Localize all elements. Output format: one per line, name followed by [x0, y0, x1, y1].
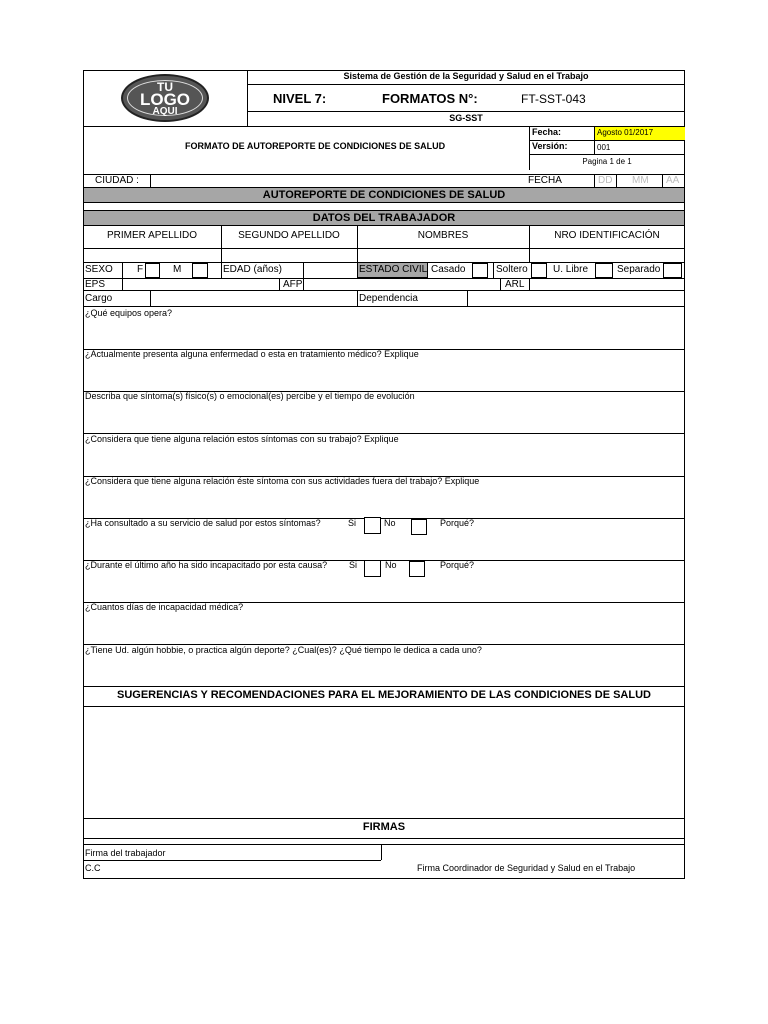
answer-consultado[interactable] [84, 536, 684, 559]
separado-label: Separado [617, 264, 661, 275]
row-divider [616, 174, 617, 187]
consultado-porque-label: Porqué? [440, 518, 475, 528]
segundo-apellido-input[interactable] [222, 249, 356, 261]
cc-label: C.C [85, 863, 101, 873]
fecha-value: Agosto 01/2017 [597, 128, 654, 137]
sexo-m-label: M [173, 264, 182, 275]
row-divider [662, 174, 663, 187]
formats-label: FORMATOS N°: [382, 91, 478, 106]
col-header-identificacion: NRO IDENTIFICACIÓN [554, 230, 660, 241]
answer-hobbie[interactable] [84, 658, 684, 685]
incapacitado-porque-label: Porqué? [440, 560, 475, 570]
row-divider [357, 290, 358, 306]
row-line [83, 838, 685, 839]
col-header-primer-apellido: PRIMER APELLIDO [106, 230, 198, 241]
section-header-autoreporte [83, 187, 685, 203]
firma-coordinador-field[interactable] [382, 845, 684, 859]
firma-trabajador-field[interactable] [84, 845, 380, 859]
incapacitado-no-label: No [385, 560, 397, 570]
afp-input[interactable] [304, 279, 499, 290]
row-divider [221, 262, 222, 278]
primer-apellido-input[interactable] [84, 249, 220, 261]
afp-label: AFP [283, 279, 303, 290]
row-line [83, 306, 685, 307]
consultado-si-label: Si [348, 518, 357, 528]
section-title: DATOS DEL TRABAJADOR [312, 212, 456, 224]
month-field[interactable]: MM [632, 175, 649, 186]
separado-checkbox[interactable] [663, 263, 682, 278]
row-divider [594, 174, 595, 187]
ciudad-label: CIUDAD : [95, 175, 139, 186]
sexo-label: SEXO [85, 264, 113, 275]
header-line [247, 111, 685, 112]
answer-relacion-trabajo[interactable] [84, 447, 684, 475]
version-value: 001 [597, 143, 611, 152]
row-line [83, 860, 381, 861]
arl-label: ARL [505, 279, 525, 290]
year-field[interactable]: AA [666, 175, 680, 186]
document-title: FORMATO DE AUTOREPORTE DE CONDICIONES DE SALUD [185, 141, 446, 151]
question-relacion-fuera: ¿Considera que tiene alguna relación éste síntoma con sus actividades fuera del trabajo? Explique [85, 476, 480, 486]
incapacitado-no-checkbox[interactable] [409, 561, 425, 577]
consultado-no-checkbox[interactable] [411, 519, 427, 535]
question-sintomas: Describa que síntoma(s) físico(s) o emocional(es) percibe y el tiempo de evolución [85, 391, 415, 401]
question-consultado: ¿Ha consultado a su servicio de salud por estos síntomas? [85, 518, 321, 528]
fecha-row-label: FECHA [528, 175, 562, 186]
format-code: FT-SST-043 [521, 92, 586, 106]
consultado-no-label: No [384, 518, 396, 528]
sugerencias-input[interactable] [84, 707, 684, 817]
nombres-input[interactable] [358, 249, 528, 261]
estado-civil-label: ESTADO CIVIL [359, 264, 428, 275]
answer-sintomas[interactable] [84, 404, 684, 432]
col-header-segundo-apellido: SEGUNDO APELLIDO [238, 230, 340, 241]
col-header-nombres: NOMBRES [417, 230, 469, 241]
fecha-label: Fecha: [532, 127, 562, 137]
level-label: NIVEL 7: [273, 91, 327, 106]
section-title: AUTOREPORTE DE CONDICIONES DE SALUD [262, 189, 506, 201]
sexo-f-checkbox[interactable] [145, 263, 160, 278]
incapacitado-si-label: Si [349, 560, 358, 570]
logo-text: AQUI [152, 106, 178, 117]
sexo-m-checkbox[interactable] [192, 263, 208, 278]
row-line [83, 686, 685, 687]
page-number: Pagina 1 de 1 [582, 157, 632, 166]
question-relacion-trabajo: ¿Considera que tiene alguna relación estos síntomas con su trabajo? Explique [85, 434, 399, 444]
row-divider [493, 262, 494, 278]
eps-label: EPS [85, 279, 106, 290]
edad-input[interactable] [304, 263, 357, 277]
cargo-input[interactable] [151, 291, 356, 306]
firma-trabajador-label: Firma del trabajador [85, 848, 166, 858]
company-logo [121, 74, 209, 122]
row-divider [122, 262, 123, 278]
system-title: Sistema de Gestión de la Seguridad y Salud en el Trabajo [343, 71, 589, 81]
version-label: Versión: [532, 141, 568, 151]
incapacitado-si-checkbox[interactable] [364, 560, 381, 577]
title-line [529, 154, 685, 155]
question-enfermedad: ¿Actualmente presenta alguna enfermedad o esta en tratamiento médico? Explique [85, 349, 419, 359]
section-header-datos [83, 210, 685, 226]
question-dias-incapacidad: ¿Cuantos días de incapacidad médica? [85, 602, 244, 612]
soltero-label: Soltero [496, 264, 528, 275]
question-equipos: ¿Qué equipos opera? [85, 308, 173, 318]
section-header-sugerencias: SUGERENCIAS Y RECOMENDACIONES PARA EL MEJORAMIENTO DE LAS CONDICIONES DE SALUD [117, 689, 651, 701]
question-hobbie: ¿Tiene Ud. algún hobbie, o practica algún deporte? ¿Cual(es)? ¿Qué tiempo le dedica a cada uno? [85, 645, 482, 655]
ulibre-checkbox[interactable] [595, 263, 613, 278]
header-line [247, 84, 685, 85]
firma-coordinador-label: Firma Coordinador de Seguridad y Salud en el Trabajo [417, 863, 636, 873]
ulibre-label: U. Libre [553, 264, 589, 275]
soltero-checkbox[interactable] [531, 263, 547, 278]
row-line [83, 818, 685, 819]
identificacion-input[interactable] [530, 249, 684, 261]
row-divider [500, 278, 501, 290]
day-field[interactable]: DD [598, 175, 613, 186]
ciudad-field[interactable] [151, 175, 527, 187]
arl-input[interactable] [530, 279, 684, 290]
answer-dias-incapacidad[interactable] [84, 615, 684, 643]
answer-enfermedad[interactable] [84, 362, 684, 390]
casado-checkbox[interactable] [472, 263, 488, 278]
dependencia-label: Dependencia [359, 293, 418, 304]
question-incapacitado: ¿Durante el último año ha sido incapacitado por esta causa? [85, 560, 328, 570]
answer-relacion-fuera[interactable] [84, 489, 684, 517]
logo-text: TU [157, 80, 173, 94]
logo-text: LOGO [139, 90, 191, 109]
sexo-f-label: F [137, 264, 144, 275]
section-header-firmas: FIRMAS [362, 821, 406, 833]
casado-label: Casado [431, 264, 466, 275]
edad-label: EDAD (años) [223, 264, 282, 275]
row-divider [279, 278, 280, 290]
answer-equipos[interactable] [84, 320, 684, 348]
sg-sst-label: SG-SST [449, 113, 483, 123]
answer-incapacitado[interactable] [84, 578, 684, 601]
eps-input[interactable] [123, 279, 278, 290]
consultado-si-checkbox[interactable] [364, 517, 381, 534]
dependencia-input[interactable] [468, 291, 684, 306]
cargo-label: Cargo [85, 293, 113, 304]
